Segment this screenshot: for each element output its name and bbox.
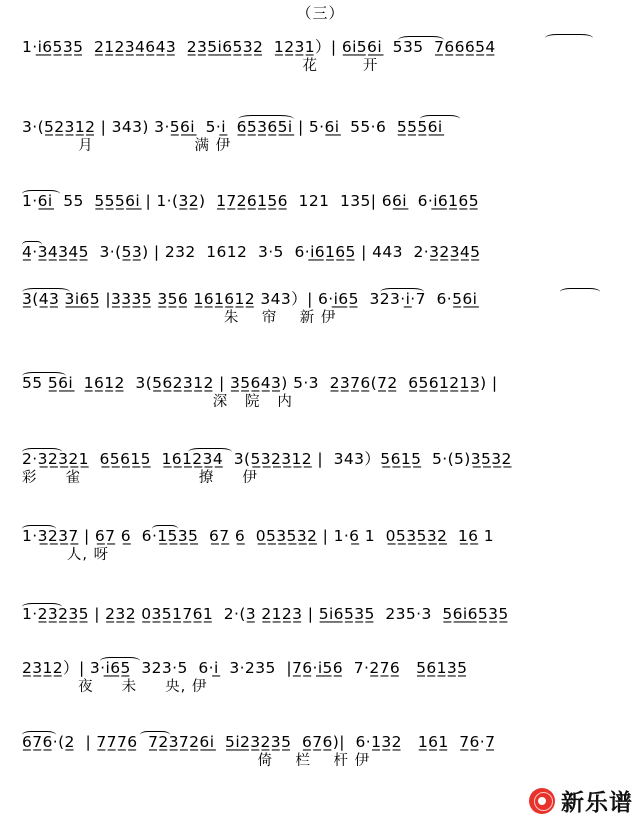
lyrics-line: 朱 帘 新 伊 — [22, 310, 337, 326]
lyrics-line: 倚 栏 杆 伊 — [22, 753, 371, 769]
page-title: （三） — [296, 4, 345, 22]
notation-line: 2̲3̲1̲2̲）| 3·i̲6̲5̲ 323·5 6·i̲ 3·235 |7̲6̲·i̲5̲6̲ 7·2̲7̲6̲ 5̲6̲1̲3̲5̲ — [22, 659, 468, 677]
music-system — [22, 527, 622, 564]
music-system — [22, 659, 622, 696]
notation-line: 4̲·3̲4̲3̲4̲5̲ 3·(5̲3̲) | 232 1612 3·5 6·i̲6̲1̲6̲5̲ | 443 2·3̲2̲3̲4̲5̲ — [22, 243, 481, 261]
notation-line: 1·2̲3̲2̲3̲5̲ | 2̲3̲2̲ 0̲3̲5̲1̲7̲6̲1̲ 2·(3̲ 2̲1̲2̲3̲ | 5̲i̲6̲5̲3̲5̲ 235·3 5̲6̲i̲6̲5̲3̲5̲ — [22, 605, 509, 623]
notation-line: 1·3̲2̲3̲7̲ | 6̲7̲ 6̲ 6·1̲5̲3̲5̲ 6̲7̲ 6̲ 0̲5̲3̲5̲3̲2̲ | 1·6̲ 1 0̲5̲3̲5̲3̲2̲ 1̲6̲ 1 — [22, 527, 495, 545]
lyrics-line: 夜 未 央, 伊 — [22, 679, 208, 695]
notation-line: 1·6̲i̲ 55 5̲5̲5̲6̲i̲ | 1·(3̲2̲) 1̲7̲2̲6̲1̲5̲6̲ 121 135| 66̲i̲ 6·i̲6̲1̲6̲5̲ — [22, 192, 479, 210]
notation-line: 55 5̲6̲i̲ 1̲6̲1̲2̲ 3(5̲6̲2̲3̲1̲2̲ | 3̲5̲6̲4̲3̲) 5·3 2̲3̲7̲6̲(7̲2̲ 6̲5̲6̲1̲2̲1̲3̲) | — [22, 374, 498, 392]
music-system — [22, 605, 622, 625]
record-disc-icon — [529, 788, 555, 814]
notation-line: 6̲7̲6̲·(2̲ | 7̲7̲7̲6̲ 7̲2̲3̲7̲2̲6̲i̲ 5̲i̲2̲3̲2̲3̲5̲ 6̲7̲6̲)| 6·1̲3̲2̲ 1̲6̲1̲ 7̲6̲·7̲ — [22, 733, 496, 751]
music-system — [22, 450, 622, 487]
music-system — [22, 290, 622, 327]
music-system — [22, 733, 622, 770]
music-system — [22, 192, 622, 212]
site-logo-text: 新乐谱 — [561, 790, 633, 816]
lyrics-line: 人, 呀 — [22, 547, 110, 563]
lyrics-line: 彩 雀 撩 伊 — [22, 470, 258, 486]
music-system — [22, 374, 622, 411]
lyrics-line: 深 院 内 — [22, 394, 293, 410]
notation-line: 3̲(4̲3̲ 3̲i̲6̲5̲ |3̲3̲3̲5̲ 3̲5̲6̲ 1̲6̲1̲6̲1̲2̲ 343）| 6·i̲6̲5̲ 323·i̲·7 6·5̲6̲i̲ — [22, 290, 478, 308]
music-system — [22, 38, 622, 75]
music-system — [22, 118, 622, 155]
lyrics-line: 花 开 — [22, 58, 379, 74]
notation-line: 3·(5̲2̲3̲1̲2̲ | 343) 3·5̲6̲i̲ 5·i̲ 6̲5̲3̲6̲5̲i̲ | 5·6̲i̲ 55·6 5̲5̲5̲6̲i̲ — [22, 118, 443, 136]
notation-line: 1·i̲6̲5̲3̲5̲ 2̲1̲2̲3̲4̲6̲4̲3̲ 2̲3̲5̲i̲6̲5̲3̲2̲ 1̲2̲3̲1̲）| 6̲i̲5̲6̲i̲ 535 7̲6̲6̲6̲5̲4̲ — [22, 38, 496, 56]
lyrics-line: 月 满 伊 — [22, 138, 232, 154]
notation-line: 2·3̲2̲3̲2̲1̲ 6̲5̲6̲1̲5̲ 1̲6̲1̲2̲3̲4̲ 3(5̲3̲2̲3̲1̲2̲ | 343）5̲6̲1̲5̲ 5·(5)3̲5̲3̲2̲ — [22, 450, 512, 468]
site-logo — [529, 784, 633, 817]
music-system — [22, 243, 622, 263]
